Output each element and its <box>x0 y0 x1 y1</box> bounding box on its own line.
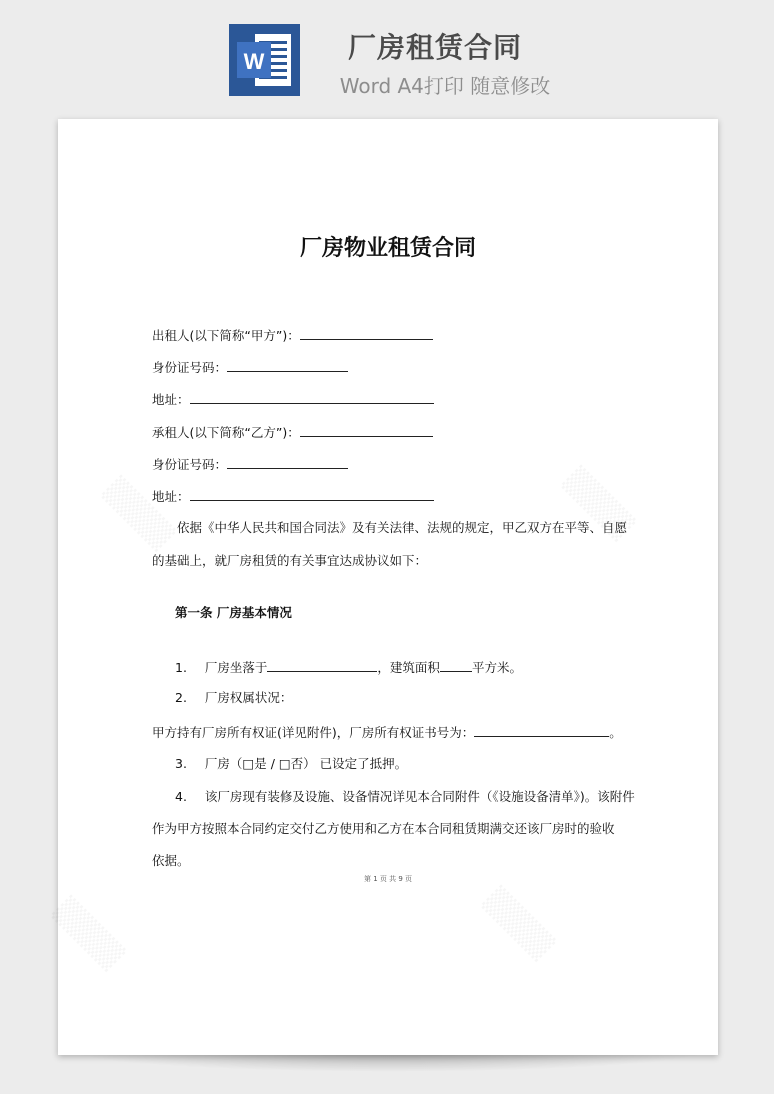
item4-text-1: 该厂房现有装修及设施、设备情况详见本合同附件（《设施设备清单》)。该附件 <box>204 789 635 804</box>
header-title: 厂房租赁合同 <box>347 31 522 64</box>
item3-line <box>175 756 407 772</box>
item4-line-3: 依据。 <box>152 853 190 868</box>
item4-line-1 <box>175 789 635 805</box>
item2-detail-line <box>152 724 622 741</box>
item2-text: 厂房权属状况： <box>204 690 293 705</box>
address-label-2: 地址： <box>152 489 190 504</box>
address-blank-2[interactable] <box>190 488 434 501</box>
item2-detail-post: 。 <box>609 725 622 740</box>
section1-heading: 第一条 厂房基本情况 <box>175 605 292 620</box>
lessor-blank[interactable] <box>300 327 433 340</box>
item3-text: 厂房（□是 / □否） 已设定了抵押。 <box>204 756 408 771</box>
lessee-line <box>152 424 433 441</box>
item2-detail-pre: 甲方持有厂房所有权证(详见附件)，厂房所有权证书号为： <box>152 725 475 740</box>
item1-pre: 厂房坐落于 <box>204 660 268 675</box>
lessee-label: 承租人(以下简称“乙方”)： <box>152 425 300 440</box>
item2-line <box>175 690 292 706</box>
id-line-2 <box>152 456 348 473</box>
page-footer: 第 1 页 共 9 页 <box>363 875 413 883</box>
address-line-2 <box>152 488 434 505</box>
word-icon <box>229 24 300 96</box>
header-subtitle: Word A4打印 随意修改 <box>339 74 551 98</box>
lessor-label: 出租人(以下简称“甲方”)： <box>152 328 300 343</box>
item4-line-2: 作为甲方按照本合同约定交付乙方使用和乙方在本合同租赁期满交还该厂房时的验收 <box>152 821 615 836</box>
id-line-1 <box>152 359 348 376</box>
id-label-2: 身份证号码： <box>152 457 228 472</box>
id-blank-1[interactable] <box>227 359 348 372</box>
address-line-1 <box>152 391 434 408</box>
item1-line <box>175 659 522 676</box>
id-label-1: 身份证号码： <box>152 360 228 375</box>
address-label-1: 地址： <box>152 392 190 407</box>
item1-location-blank[interactable] <box>267 659 377 672</box>
item4-number: 4. <box>175 789 187 804</box>
watermark <box>49 895 127 973</box>
watermark <box>479 885 557 963</box>
document-page <box>58 119 718 1055</box>
item1-area-blank[interactable] <box>440 659 472 672</box>
word-icon-letter: W <box>243 49 265 74</box>
item1-number: 1. <box>175 660 187 675</box>
intro-line-2: 的基础上，就厂房租赁的有关事宜达成协议如下： <box>152 553 428 568</box>
address-blank-1[interactable] <box>190 391 434 404</box>
lessee-blank[interactable] <box>300 424 433 437</box>
document-title: 厂房物业租赁合同 <box>299 236 476 261</box>
watermark <box>99 475 177 553</box>
item3-number: 3. <box>175 756 187 771</box>
id-blank-2[interactable] <box>227 456 348 469</box>
certificate-number-blank[interactable] <box>474 724 609 737</box>
item1-mid: ，建筑面积 <box>377 660 440 675</box>
item2-number: 2. <box>175 690 187 705</box>
lessor-line <box>152 327 433 344</box>
intro-line-1: 依据《中华人民共和国合同法》及有关法律、法规的规定，甲乙双方在平等、自愿 <box>177 520 628 535</box>
item1-post: 平方米。 <box>471 660 522 675</box>
